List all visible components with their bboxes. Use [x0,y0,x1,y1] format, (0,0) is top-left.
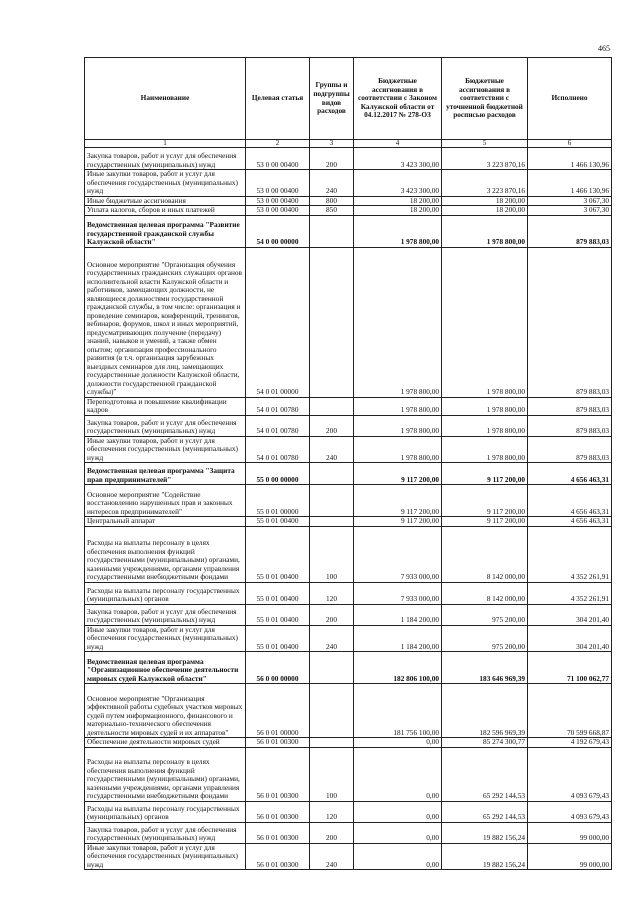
row-group [310,397,354,415]
row-law-amount: 18 200,00 [354,196,442,206]
table-row [85,485,612,517]
row-law-amount: 0,00 [354,747,442,801]
row-name: Расходы на выплаты персоналу государственных (муниципальных) органов [85,801,246,822]
table-row [85,526,612,582]
column-number: 3 [310,140,354,148]
row-name: Ведомственная целевая программа "Развитие государственной гражданской службы Калужской области" [85,215,246,247]
row-executed-amount: 879 883,03 [528,247,612,397]
table-row [85,206,612,216]
row-law-amount: 181 756 100,00 [354,684,442,738]
row-name: Закупка товаров, работ и услуг для обеспечения государственных (муниципальных) нужд [85,604,246,625]
row-executed-amount: 879 883,03 [528,415,612,436]
table-row [85,517,612,527]
table-row [85,625,612,652]
row-code: 56 0 01 00000 [246,684,310,738]
row-law-amount: 18 200,00 [354,206,442,216]
row-law-amount: 1 978 800,00 [354,215,442,247]
row-name: Иные закупки товаров, работ и услуг для обеспечения государственных (муниципальных) нужд [85,625,246,652]
row-code: 55 0 01 00000 [246,485,310,517]
row-revised-amount: 18 200,00 [442,206,528,216]
row-law-amount: 9 117 200,00 [354,485,442,517]
row-group [310,485,354,517]
row-revised-amount: 9 117 200,00 [442,463,528,485]
table-body [85,148,612,870]
row-executed-amount: 99 000,00 [528,822,612,843]
row-name: Основное мероприятие "Содействие восстановлению нарушенных прав и законных интересов предпринимателей" [85,485,246,517]
table-row [85,604,612,625]
row-name: Ведомственная целевая программа "Защита прав предпринимателей" [85,463,246,485]
row-revised-amount: 975 200,00 [442,604,528,625]
row-executed-amount: 304 201,40 [528,625,612,652]
row-law-amount: 0,00 [354,738,442,748]
row-executed-amount: 71 100 062,77 [528,652,612,684]
row-group: 240 [310,436,354,463]
row-group [310,215,354,247]
row-executed-amount: 879 883,03 [528,397,612,415]
row-executed-amount: 879 883,03 [528,215,612,247]
row-name: Основное мероприятие "Организация эффективной работы судебных участков мировых судей путем информационного, финансового и материально-технического обеспечения деятельности мировых судей и их аппаратов" [85,684,246,738]
header-law: Бюджетные ассигнования в соответствии с Законом Калужской области от 04.12.2017 № 278-ОЗ [354,58,442,140]
row-law-amount: 1 978 800,00 [354,397,442,415]
row-group: 200 [310,822,354,843]
row-group [310,247,354,397]
row-code: 55 0 01 00400 [246,604,310,625]
row-code: 56 0 01 00300 [246,738,310,748]
column-number: 2 [246,140,310,148]
table-row [85,738,612,748]
row-executed-amount: 879 883,03 [528,436,612,463]
row-name: Расходы на выплаты персоналу государственных (муниципальных) органов [85,582,246,604]
row-code: 54 0 01 00000 [246,247,310,397]
table-row [85,463,612,485]
page-number: 465 [598,44,610,53]
row-code: 55 0 00 00000 [246,463,310,485]
row-code: 56 0 01 00300 [246,822,310,843]
row-code: 53 0 00 00400 [246,170,310,197]
row-group: 200 [310,604,354,625]
table-row [85,843,612,870]
table-row [85,196,612,206]
row-revised-amount: 65 292 144,53 [442,801,528,822]
row-group: 240 [310,843,354,870]
budget-table [84,57,612,870]
row-name: Иные бюджетные ассигнования [85,196,246,206]
row-executed-amount: 4 656 463,31 [528,485,612,517]
column-number: 1 [85,140,246,148]
row-code: 53 0 00 00400 [246,206,310,216]
row-revised-amount: 1 978 800,00 [442,415,528,436]
row-name: Закупка товаров, работ и услуг для обеспечения государственных (муниципальных) нужд [85,148,246,170]
row-group: 240 [310,625,354,652]
table-row [85,822,612,843]
header-row [85,58,612,140]
row-group [310,463,354,485]
row-revised-amount: 19 882 156,24 [442,843,528,870]
row-law-amount: 1 184 200,00 [354,604,442,625]
row-code: 55 0 01 00400 [246,582,310,604]
row-group: 800 [310,196,354,206]
row-code: 56 0 01 00300 [246,843,310,870]
table-row [85,148,612,170]
row-code: 55 0 01 00400 [246,526,310,582]
row-name: Закупка товаров, работ и услуг для обеспечения государственных (муниципальных) нужд [85,822,246,843]
row-revised-amount: 18 200,00 [442,196,528,206]
row-law-amount: 3 423 300,00 [354,148,442,170]
row-law-amount: 9 117 200,00 [354,517,442,527]
column-number-row [85,140,612,148]
row-group: 850 [310,206,354,216]
row-name: Уплата налогов, сборов и иных платежей [85,206,246,216]
row-name: Иные закупки товаров, работ и услуг для обеспечения государственных (муниципальных) нужд [85,843,246,870]
row-revised-amount: 975 200,00 [442,625,528,652]
row-executed-amount: 4 352 261,91 [528,526,612,582]
row-code: 54 0 01 00780 [246,436,310,463]
row-law-amount: 7 933 000,00 [354,582,442,604]
row-executed-amount: 4 093 679,43 [528,801,612,822]
row-revised-amount: 9 117 200,00 [442,517,528,527]
row-group: 100 [310,526,354,582]
row-code: 56 0 00 00000 [246,652,310,684]
row-code: 53 0 00 00400 [246,148,310,170]
row-law-amount: 1 978 800,00 [354,436,442,463]
row-executed-amount: 4 656 463,31 [528,517,612,527]
table-row [85,397,612,415]
row-name: Закупка товаров, работ и услуг для обеспечения государственных (муниципальных) нужд [85,415,246,436]
row-code: 56 0 01 00300 [246,747,310,801]
row-code: 54 0 00 00000 [246,215,310,247]
header-group: Группы и подгруппы видов расходов [310,58,354,140]
column-number: 4 [354,140,442,148]
table-row [85,170,612,197]
row-revised-amount: 1 978 800,00 [442,397,528,415]
row-code: 56 0 01 00300 [246,801,310,822]
row-name: Иные закупки товаров, работ и услуг для обеспечения государственных (муниципальных) нужд [85,436,246,463]
row-revised-amount: 65 292 144,53 [442,747,528,801]
row-law-amount: 0,00 [354,843,442,870]
row-revised-amount: 182 596 969,39 [442,684,528,738]
row-group: 200 [310,415,354,436]
row-executed-amount: 1 466 130,96 [528,148,612,170]
row-law-amount: 7 933 000,00 [354,526,442,582]
row-executed-amount: 304 201,40 [528,604,612,625]
row-executed-amount: 4 192 679,43 [528,738,612,748]
row-revised-amount: 1 978 800,00 [442,436,528,463]
row-executed-amount: 4 352 261,91 [528,582,612,604]
row-group: 200 [310,148,354,170]
row-law-amount: 1 184 200,00 [354,625,442,652]
row-group [310,517,354,527]
row-name: Переподготовка и повышение квалификации кадров [85,397,246,415]
row-code: 53 0 00 00400 [246,196,310,206]
header-name: Наименование [85,58,246,140]
row-group: 240 [310,170,354,197]
row-executed-amount: 99 000,00 [528,843,612,870]
row-group [310,684,354,738]
row-revised-amount: 1 978 800,00 [442,247,528,397]
row-executed-amount: 3 067,30 [528,206,612,216]
row-law-amount: 0,00 [354,801,442,822]
header-executed: Исполнено [528,58,612,140]
row-code: 55 0 01 00400 [246,517,310,527]
row-executed-amount: 1 466 130,96 [528,170,612,197]
table-row [85,747,612,801]
row-law-amount: 3 423 300,00 [354,170,442,197]
row-name: Расходы на выплаты персоналу в целях обеспечения выполнения функций государственными (муниципальными) органами, казенными учреждениями, органами управления государственными внебюджетными фондами [85,747,246,801]
row-name: Расходы на выплаты персоналу в целях обеспечения выполнения функций государственными (муниципальными) органами, казенными учреждениями, органами управления государственными внебюджетными фондами [85,526,246,582]
row-revised-amount: 8 142 000,00 [442,526,528,582]
row-executed-amount: 3 067,30 [528,196,612,206]
row-name: Иные закупки товаров, работ и услуг для обеспечения государственных (муниципальных) нужд [85,170,246,197]
row-revised-amount: 3 223 870,16 [442,148,528,170]
table-row [85,801,612,822]
row-name: Обеспечение деятельности мировых судей [85,738,246,748]
row-name: Центральный аппарат [85,517,246,527]
row-group [310,652,354,684]
table-row [85,415,612,436]
row-revised-amount: 8 142 000,00 [442,582,528,604]
row-name: Основное мероприятие "Организация обучения государственных гражданских служащих органов исполнительной власти Калужской области и работников, замещающих должности, не являющиеся должностями государственной гражданской службы, в том числе: организация и проведение семинаров, конференций, тренингов, вебинаров, форумов, школ и иных мероприятий, предусматривающих получение (передачу) знаний, навыков и умений, а также обмен опытом; организация профессионального развития (в т.ч. организация зарубежных выездных семинаров для лиц, замещающих государственные должности Калужской области, должности государственной гражданской службы)" [85,247,246,397]
table-row [85,652,612,684]
row-law-amount: 0,00 [354,822,442,843]
row-revised-amount: 183 646 969,39 [442,652,528,684]
row-executed-amount: 4 656 463,31 [528,463,612,485]
row-executed-amount: 70 599 668,87 [528,684,612,738]
row-revised-amount: 3 223 870,16 [442,170,528,197]
row-code: 55 0 01 00400 [246,625,310,652]
header-code: Целевая статья [246,58,310,140]
table-row [85,215,612,247]
row-revised-amount: 85 274 300,77 [442,738,528,748]
header-revised: Бюджетные ассигнования в соответствии с уточненной бюджетной росписью расходов [442,58,528,140]
column-number: 6 [528,140,612,148]
row-group: 120 [310,801,354,822]
column-number: 5 [442,140,528,148]
row-law-amount: 182 806 100,00 [354,652,442,684]
table-row [85,684,612,738]
row-law-amount: 1 978 800,00 [354,247,442,397]
row-revised-amount: 19 882 156,24 [442,822,528,843]
row-revised-amount: 9 117 200,00 [442,485,528,517]
row-code: 54 0 01 00780 [246,397,310,415]
row-law-amount: 9 117 200,00 [354,463,442,485]
row-executed-amount: 4 093 679,43 [528,747,612,801]
row-group: 120 [310,582,354,604]
table-row [85,247,612,397]
row-name: Ведомственная целевая программа "Организационное обеспечение деятельности мировых судей Калужской области" [85,652,246,684]
row-law-amount: 1 978 800,00 [354,415,442,436]
row-code: 54 0 01 00780 [246,415,310,436]
table-row [85,436,612,463]
row-revised-amount: 1 978 800,00 [442,215,528,247]
row-group [310,738,354,748]
row-group: 100 [310,747,354,801]
table-row [85,582,612,604]
